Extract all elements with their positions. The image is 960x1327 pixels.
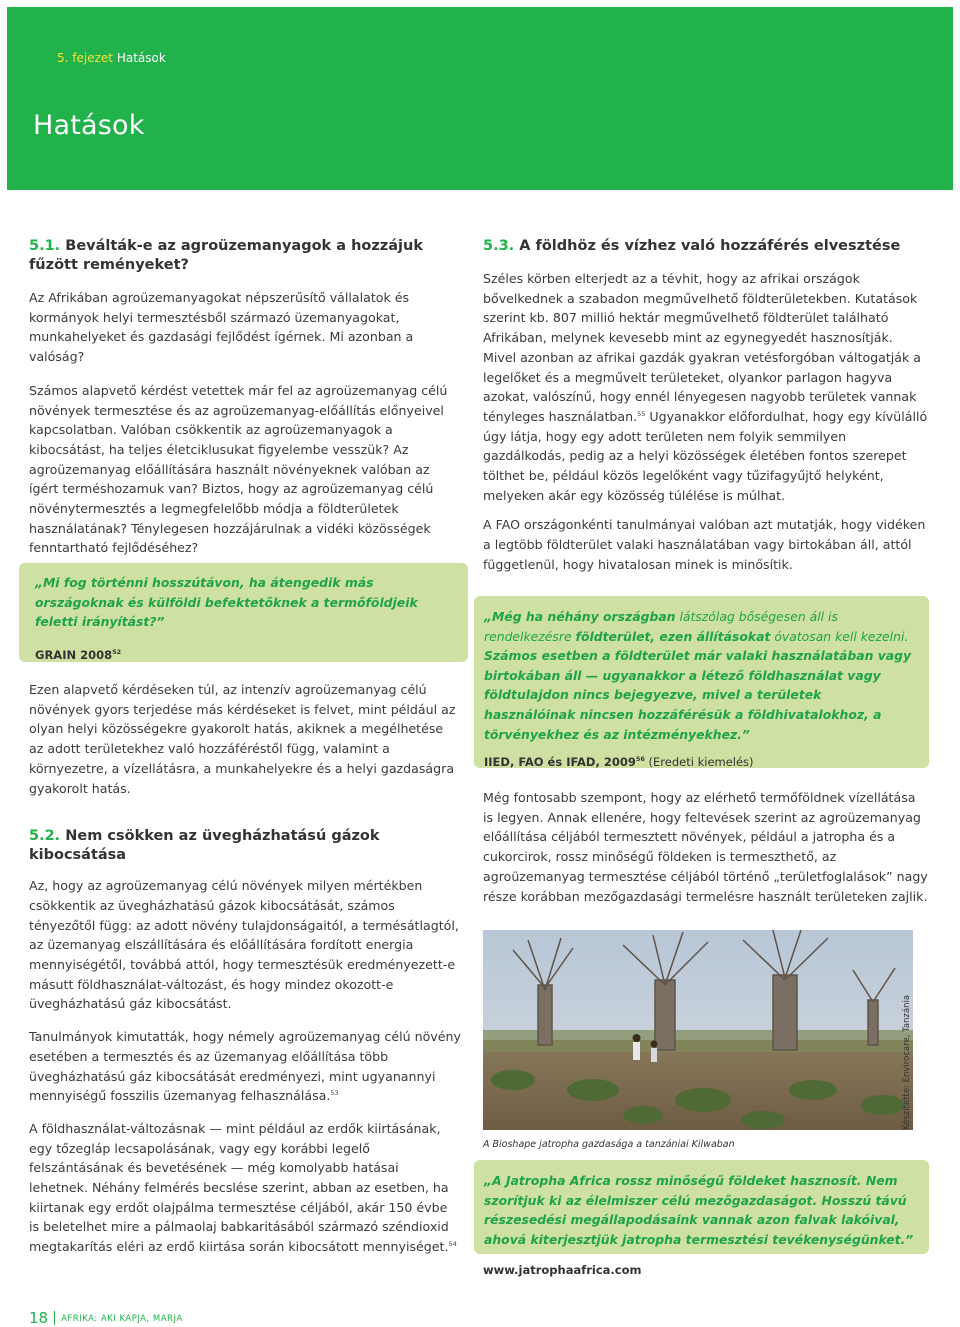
quote-part: „Még ha néhány országban	[484, 609, 676, 624]
chapter-header-band	[7, 7, 953, 190]
quote-source	[484, 755, 917, 769]
paragraph-text: A földhasználat-változásnak — mint például az erdők kiirtásának, egy tőzegláp lecsapolásának, vagy egy korábbi legelő felszántásának és bevetésének — még komolyabb hatásai lehetnek. Néhány felmérés becslése szerint, abban az esetben, ha kiirtanak egy erdőt olajpálma termesztése céljából, akár 150 évbe is beletelhet mire a pálmaolaj babkaritásából származó széndioxid megtakarítás eléri az erdő kiirtása során kibocsátott mennyiséget.	[29, 1120, 449, 1255]
section-heading-5-2	[29, 827, 461, 865]
paragraph: Ezen alapvető kérdéseken túl, az intenzív agroüzemanyag célú növények gyors terjedése más kérdéseket is felvet, mint például az olyan helyi közösségekre gyakorolt hatás, akiknek a megélhetése az adott területekhez való hozzáféréstől függ, valamint a környezetre, a vízellátásra, a munkahelyekre és a helyi gazdaságra gyakorolt hatás.	[29, 682, 456, 796]
paragraph-text: Tanulmányok kimutatták, hogy némely agroüzemanyag célú növény esetében a termesztés és az üzemanyag előállítása több üvegházhatású gáz kibocsátását eredményezi, mint ugyanannyi mennyiségű fosszilis üzemanyag felhasználása.	[29, 1029, 461, 1104]
photo-credit: Készítette: Envirocare, Tanzánia	[902, 994, 912, 1130]
page-number: 18	[29, 1309, 49, 1327]
quote-source	[35, 648, 454, 662]
chapter-name: Hatások	[116, 51, 166, 65]
section-title: Beválták-e az agroüzemanyagok a hozzájuk fűzött reményeket?	[29, 238, 423, 273]
quote-part: óvatosan kell kezelni.	[770, 628, 909, 644]
section-title: A földhöz és vízhez való hozzáférés elvesztése	[519, 238, 901, 254]
paragraph: Az Afrikában agroüzemanyagokat népszerűsítő vállalatok és kormányok helyi termesztésből származó üzemanyagokat, munkahelyeket és gazdasági fejlődést ígérnek. Mi azonban a valóság?	[29, 290, 414, 365]
page-footer	[29, 1309, 183, 1327]
quote-part: földterület, ezen állításokat	[575, 628, 771, 644]
source-weblink[interactable]: www.jatrophaafrica.com	[483, 1263, 642, 1277]
paragraph-text: Ugyanakkor előfordulhat, hogy egy kívülálló úgy látja, hogy egy adott területen nem folyik semmilyen gazdálkodás, pedig az a helyi közösségek életében fontos szerepet tölthet be, például közös legelőként vagy tűzifagyűjtő helyként, melyeken akár egy közösség túlélése is múlhat.	[483, 408, 928, 503]
paragraph-text: Széles körben elterjedt az a tévhit, hogy az afrikai országok bővelkednek a szabadon megművelhető földterületekben. Kutatások szerint kb. 807 millió hektár megművelhető földterület található Afrikában, melynek kevesebb mint az egynegyedét hasznosítják. Mivel azonban az afrikai gazdák gyakran vetésforgóban váltogatják a legelőket és a megművelt területeket, olyankor parlagon hagyva azokat, valószínű, hogy ennél lényegesen nagyobb területek vannak tényleges használatban.	[483, 271, 922, 424]
page-title: Hatások	[33, 110, 145, 141]
quote-source-name: GRAIN 2008	[35, 647, 113, 662]
paragraph: Még fontosabb szempont, hogy az elérhető termőföldnek vízellátása is legyen. Annak ellenére, hogy feltevések szerint az agroüzemanyag előállítása céljából termesztett növények, például a jatropha és a cukorcirok, rossz minőségű földeken is termeszthető, az agroüzemanyag termesztése céljából történő „területfoglalások” nagy része korábban mezőgazdasági termelésre használt területeken zajlik.	[483, 790, 928, 904]
paragraph: Az, hogy az agroüzemanyag célú növények milyen mértékben csökkentik az üvegházhatású gázok kibocsátását, számos tényezőtől függ: az adott növény tulajdonságaitól, a termésátlagtól, az üzemanyag elszállítására és előállítására fordított energia mennyiségétől, továbbá attól, hogy termesztésük eredményezett-e másutt földhasználat-változást, és hogy mindez okozott-e üvegházhatású gáz kibocsátást.	[29, 878, 459, 1012]
section-number: 5.3.	[483, 238, 515, 254]
right-column-lower	[483, 788, 929, 906]
quote-box-grain	[19, 563, 468, 662]
chapter-number: 5. fejezet	[57, 51, 113, 65]
section-heading-5-1	[29, 237, 461, 275]
footer-text: AFRIKA: AKI KAPJA, MARJA	[61, 1314, 183, 1324]
footer-divider	[54, 1311, 55, 1325]
quote-text: „Mi fog történni hosszútávon, ha átengedik más országoknak és külföldi befektetőknek a termőföldjeik feletti irányítást?”	[35, 575, 418, 630]
jatropha-farm-photo	[483, 930, 913, 1130]
quote-box-iied	[474, 596, 929, 768]
section-number: 5.2.	[29, 828, 61, 845]
quote-text	[484, 607, 917, 744]
section-heading-5-3	[483, 237, 929, 256]
footnote-ref: 53	[330, 1089, 339, 1098]
chapter-label	[57, 51, 166, 65]
section-number: 5.1.	[29, 238, 61, 254]
paragraph	[29, 1119, 461, 1257]
photo-caption: A Bioshape jatropha gazdasága a tanzániai Kilwaban	[483, 1139, 735, 1150]
paragraph	[483, 269, 929, 505]
quote-part: Számos esetben a földterület már valaki használatában vagy birtokában áll — ugyanakkor a létező földhasználat vagy földtulajdon nincs bejegyezve, mivel a területek használóinak nincsen hozzáférésük a földhivatalokhoz, a törvényekhez és az intézményekhez.”	[484, 648, 912, 742]
paragraph	[29, 1027, 461, 1106]
footnote-ref: 54	[448, 1239, 457, 1248]
left-column	[29, 237, 461, 558]
paragraph: Számos alapvető kérdést vetettek már fel az agroüzemanyag célú növények termesztése és az agroüzemanyag-előállítás előnyeivel kapcsolatban. Valóban csökkentik az agroüzemanyagok a kibocsátást, ha teljes életciklusukat figyelembe vesszük? Az agroüzemanyag előállítására használt növényeknek valóban az ígért terméshozamuk van? Biztos, hogy az agroüzemanyag célú növénytermesztés a legmegfelelőbb módja a földterületek használatának? Ténylegesen hozzájárulnak a vidéki közösségek fenntartható fejlődéséhez?	[29, 382, 448, 556]
quote-source-name: IIED, FAO és IFAD, 2009	[484, 755, 636, 770]
footnote-ref: 56	[635, 755, 645, 764]
footnote-ref: 52	[112, 647, 122, 656]
left-column-lower	[29, 680, 461, 1257]
paragraph: A FAO országonkénti tanulmányai valóban azt mutatják, hogy vidéken a legtöbb földterület valaki használatában vagy birtokában áll, attól függetlenül, hogy hivatalosan minek is minősítik.	[483, 517, 926, 572]
section-title: Nem csökken az üvegházhatású gázok kibocsátása	[29, 828, 380, 864]
quote-source-note: (Eredeti kiemelés)	[644, 755, 754, 770]
quote-part: látszólag bőségesen áll is rendelkezésre	[484, 609, 838, 644]
photo-illustration	[483, 930, 913, 1130]
quote-box-jatropha-africa	[474, 1160, 929, 1254]
quote-text: „A Jatropha Africa rossz minőségű földeket hasznosít. Nem szorítjuk ki az élelmiszer célú mezőgazdaságot. Hosszú távú részesedési megállapodásaink vannak azon falvak lakóival, ahová kiterjesztjük jatropha termesztési tevékenységünket.”	[484, 1173, 914, 1247]
right-column	[483, 237, 929, 575]
footnote-ref: 55	[637, 409, 646, 418]
